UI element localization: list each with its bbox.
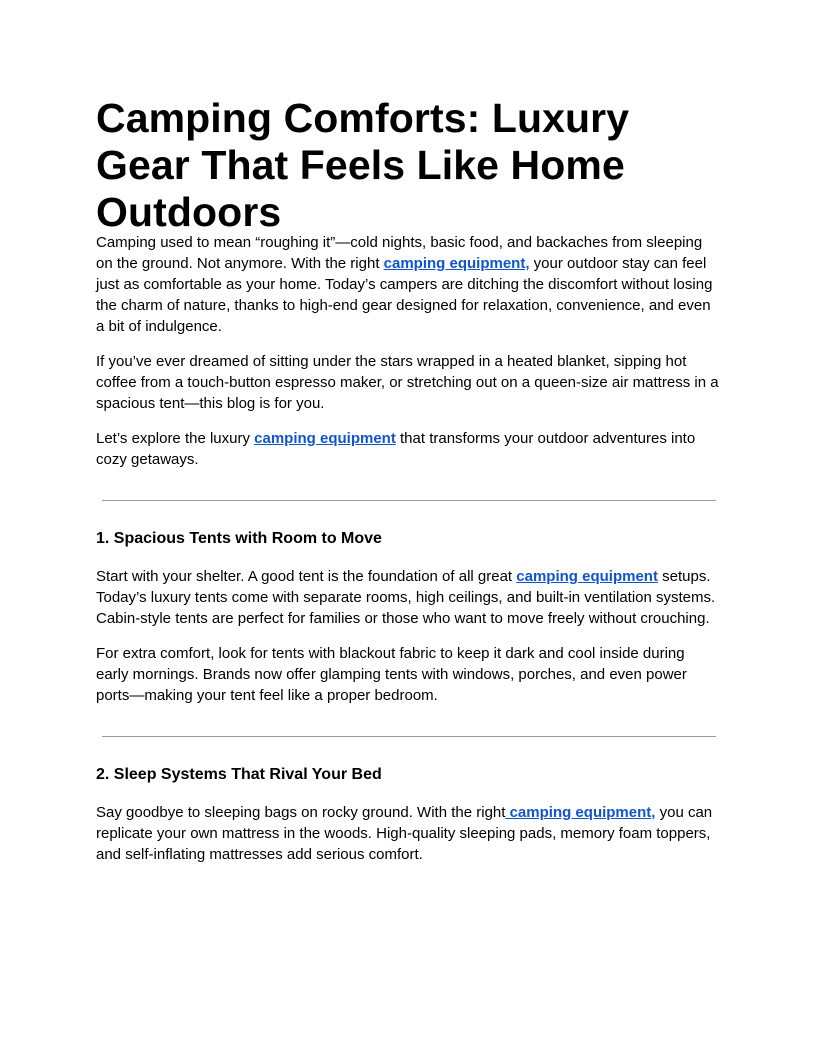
section-1-heading: 1. Spacious Tents with Room to Move: [96, 530, 382, 547]
section-2-paragraph-1-text-before: Say goodbye to sleeping bags on rocky ground. With the right: [96, 804, 506, 821]
camping-equipment-link-2[interactable]: camping equipment: [254, 430, 396, 447]
intro-paragraph-2: If you’ve ever dreamed of sitting under the stars wrapped in a heated blanket, sipping hot coffee from a touch-button espresso maker, or stretching out on a queen-size air mattress in a spacious tent—this blog is for you.: [96, 353, 719, 412]
section-2-heading: 2. Sleep Systems That Rival Your Bed: [96, 766, 382, 783]
intro-paragraph-1-text-after: your outdoor stay can feel just as comfortable as your home. Today’s campers are ditching the discomfort without losing the charm of nature, thanks to high-end gear designed for relaxation, convenience, and even a bit of indulgence.: [96, 255, 713, 335]
section-2-paragraph-1-text-after: you can replicate your own mattress in the woods. High-quality sleeping pads, memory foam toppers, and self-inflating mattresses add serious comfort.: [96, 804, 713, 863]
page-title: Camping Comforts: Luxury Gear That Feels Like Home Outdoors: [96, 95, 630, 235]
section-1-paragraph-1-text-after: setups. Today’s luxury tents come with separate rooms, high ceilings, and built-in ventilation systems. Cabin-style tents are perfect for families or those who want to move freely without crouching.: [96, 568, 716, 627]
camping-equipment-link-4[interactable]: camping equipment,: [505, 804, 656, 821]
section-1-paragraph-1-text-before: Start with your shelter. A good tent is the foundation of all great: [96, 568, 517, 585]
section-1-paragraph-2: For extra comfort, look for tents with blackout fabric to keep it dark and cool inside during early mornings. Brands now offer glamping tents with windows, porches, and even power ports—making your tent feel like a proper bedroom.: [96, 645, 687, 704]
camping-equipment-link-3[interactable]: camping equipment: [516, 568, 658, 585]
section-divider-2: [102, 736, 716, 737]
camping-equipment-link-1[interactable]: camping equipment,: [383, 255, 530, 272]
intro-paragraph-3-text-before: Let’s explore the luxury: [96, 430, 255, 447]
intro-paragraph-3: [96, 428, 720, 470]
section-1-paragraph-1: [96, 566, 720, 629]
intro-paragraph-1-text-before: Camping used to mean “roughing it”—cold nights, basic food, and backaches from sleeping on the ground. Not anymore. With the right: [96, 234, 703, 272]
section-divider-1: [102, 500, 716, 501]
intro-paragraph-1: [96, 232, 720, 337]
section-2-paragraph-1: [96, 802, 720, 865]
intro-paragraph-3-text-after: that transforms your outdoor adventures into cozy getaways.: [96, 430, 696, 468]
